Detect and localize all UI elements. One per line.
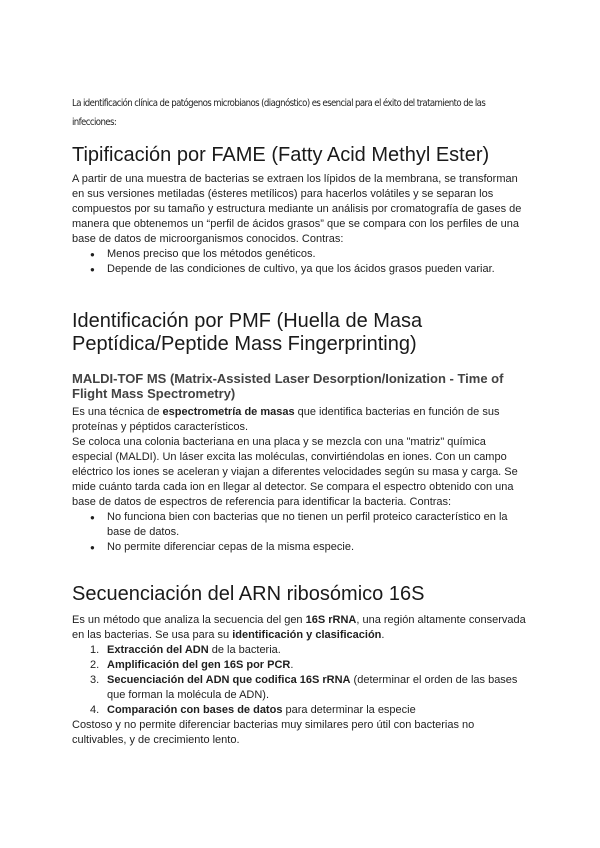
list-item: ● No permite diferenciar cepas de la misma especie. [72,540,528,555]
list-item: 3. Secuenciación del ADN que codifica 16S rRNA (determinar el orden de las bases que forman la molécula de ADN). [90,674,518,701]
rna-steps-list [72,643,528,718]
pmf-paragraph-1: Es una técnica de espectrometría de masas que identifica bacterias en función de sus proteínas y péptidos característicos. [72,406,500,433]
pmf-heading: Identificación por PMF (Huella de Masa Peptídica/Peptide Mass Fingerprinting) [72,310,423,355]
fame-paragraph: A partir de una muestra de bacterias se extraen los lípidos de la membrana, se transforman en sus versiones metiladas (ésteres metílicos) para hacerlos volátiles y se separan los compuestos por su tamaño y estructura mediante un análisis por cromatografía de gases de manera que obtenemos un “perfil de ácidos grasos” que se compara con los perfiles de una base de datos de microorganismos conocidos. Contras: [72,173,522,245]
list-item: ● Depende de las condiciones de cultivo, ya que los ácidos grasos pueden variar. [72,262,528,277]
list-item: 4. Comparación con bases de datos para determinar la especie [90,704,416,716]
list-item: ● No funciona bien con bacterias que no tienen un perfil proteico característico en la base de datos. [72,510,528,540]
document-page [72,94,528,748]
intro-text: La identificación clínica de patógenos microbianos (diagnóstico) es esencial para el éxito del tratamiento de las infecciones: [72,98,486,128]
pmf-cons-list [72,510,528,555]
rna-closing: Costoso y no permite diferenciar bacterias muy similares pero útil con bacterias no cultivables, y de crecimiento lento. [72,719,475,746]
maldi-subheading: MALDI-TOF MS (Matrix-Assisted Laser Desorption/Ionization - Time of Flight Mass Spectrometry) [72,371,504,401]
fame-heading: Tipificación por FAME (Fatty Acid Methyl Ester) [72,144,490,166]
list-item: 2. Amplificación del gen 16S por PCR. [90,659,294,671]
list-item: ● Menos preciso que los métodos genéticos. [72,247,528,262]
rna-heading: Secuenciación del ARN ribosómico 16S [72,583,425,605]
list-item: 1. Extracción del ADN de la bacteria. [90,644,281,656]
pmf-paragraph-2: Se coloca una colonia bacteriana en una placa y se mezcla con una "matriz" química especial (MALDI). Un láser excita las moléculas, convirtiéndolas en iones. Con un campo eléctrico los iones se aceleran y viajan a diferentes velocidades según su masa y carga. Se mide cuánto tarda cada ion en llegar al detector. Se compara el espectro obtenido con una base de datos de espectros de referencia para identificar la bacteria. Contras: [72,436,518,508]
bold-term: 16S rRNA [305,614,357,626]
bold-term: espectrometría de masas [162,406,295,418]
fame-cons-list [72,247,528,277]
rna-paragraph: Es un método que analiza la secuencia del gen 16S rRNA, una región altamente conservada en las bacterias. Se usa para su identificación y clasificación. [72,614,526,641]
bold-term: identificación y clasificación [232,629,382,641]
